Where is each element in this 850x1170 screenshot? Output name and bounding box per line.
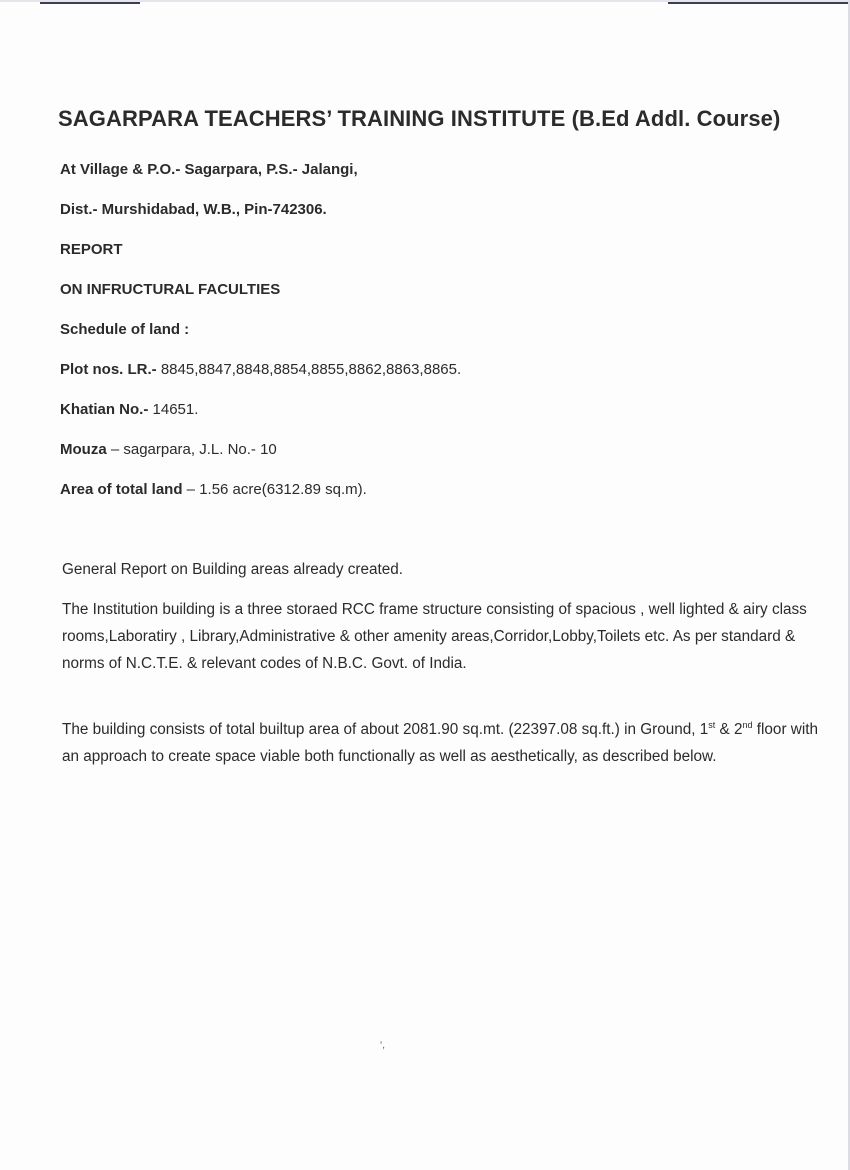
builtup-text-2: & 2 xyxy=(715,721,743,738)
area-label: Area of total land xyxy=(60,481,183,498)
scan-speck: ‘, xyxy=(380,1040,385,1051)
mouza-label: Mouza xyxy=(60,441,107,458)
builtup-text-1: The building consists of total builtup area of about 2081.90 sq.mt. (22397.08 sq.ft.) in Ground, 1 xyxy=(62,721,709,738)
report-heading: REPORT xyxy=(60,241,123,258)
schedule-heading: Schedule of land : xyxy=(60,321,190,338)
mouza-value: – sagarpara, J.L. No.- 10 xyxy=(106,441,277,458)
plot-label: Plot nos. LR.- xyxy=(60,361,157,378)
institute-title: SAGARPARA TEACHERS’ TRAINING INSTITUTE (B.Ed Addl. Course) xyxy=(58,106,781,131)
general-report-heading: General Report on Building areas already created. xyxy=(62,561,403,578)
builtup-sup-1: st xyxy=(708,719,716,730)
builtup-text-3: floor with an approach to create space viable both functionally as well as aesthetically, as described below. xyxy=(62,721,818,765)
plot-numbers xyxy=(60,361,461,378)
khatian-label: Khatian No.- xyxy=(60,401,149,418)
address-line-1: At Village & P.O.- Sagarpara, P.S.- Jalangi, xyxy=(60,161,358,178)
plot-value: 8845,8847,8848,8854,8855,8862,8863,8865. xyxy=(156,361,462,378)
khatian-number xyxy=(60,401,198,418)
khatian-value: 14651. xyxy=(148,401,199,418)
builtup-area-paragraph xyxy=(62,716,822,770)
report-subheading: ON INFRUCTURAL FACULTIES xyxy=(60,281,281,298)
address-line-2: Dist.- Murshidabad, W.B., Pin-742306. xyxy=(60,201,327,218)
mouza-line xyxy=(60,441,277,458)
building-description-paragraph: The Institution building is a three storaed RCC frame structure consisting of spacious , well lighted & airy class rooms,Laboratiry , Library,Administrative & other amenity areas,Corridor,Lobby,Toilets etc. As per standard & norms of N.C.T.E. & relevant codes of N.B.C. Govt. of India. xyxy=(62,601,807,672)
area-value: – 1.56 acre(6312.89 sq.m). xyxy=(182,481,367,498)
builtup-sup-2: nd xyxy=(742,719,753,730)
area-line xyxy=(60,481,367,498)
